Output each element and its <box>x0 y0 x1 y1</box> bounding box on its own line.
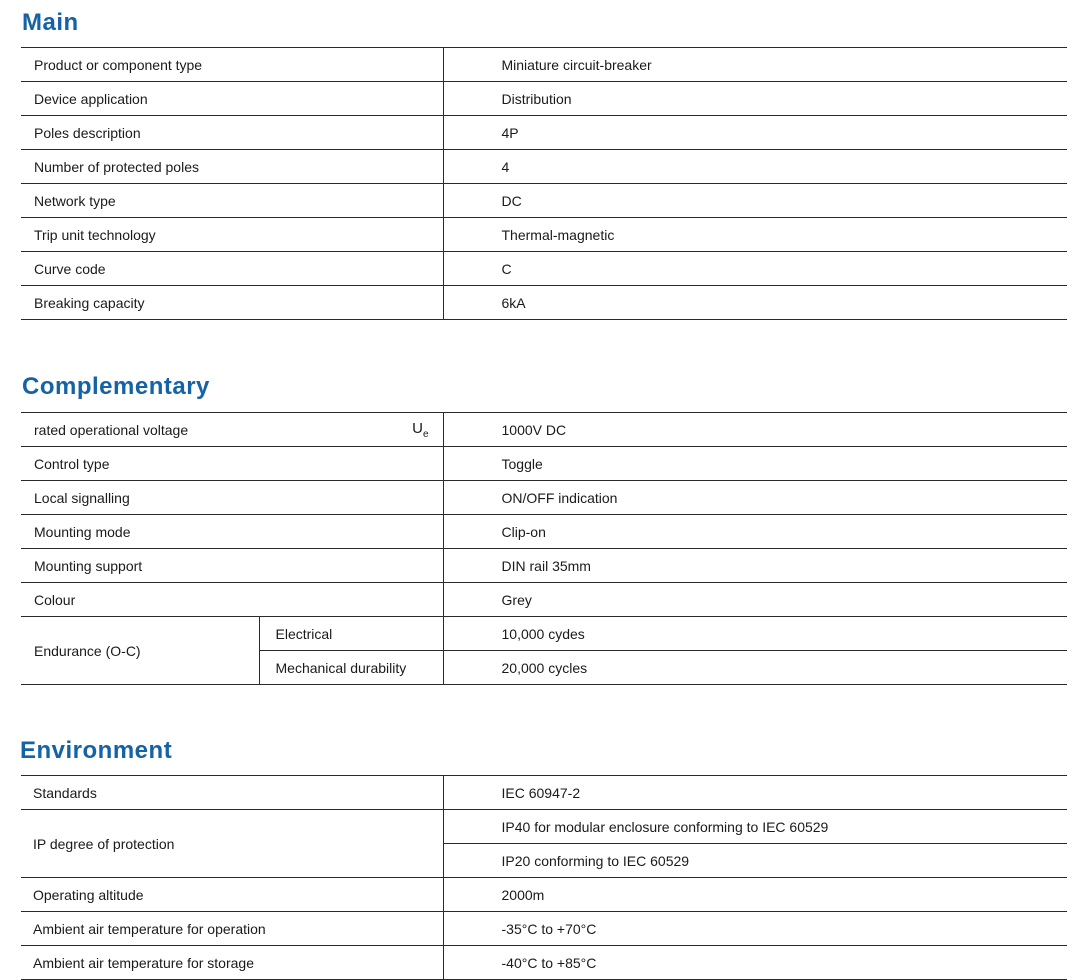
spec-value: Clip-on <box>443 515 1067 549</box>
spec-value: Grey <box>443 583 1067 617</box>
spec-label: Mounting support <box>21 549 443 583</box>
endurance-sub-label: Electrical <box>259 617 443 651</box>
table-row <box>21 515 1067 549</box>
spec-value: IP20 conforming to IEC 60529 <box>443 844 1067 878</box>
table-row <box>21 776 1067 810</box>
table-row <box>21 252 1067 286</box>
table-row <box>21 481 1067 515</box>
section-title-main: Main <box>22 9 79 36</box>
spec-value: DIN rail 35mm <box>443 549 1067 583</box>
spec-label: Standards <box>21 776 443 810</box>
spec-label: Poles description <box>21 116 443 150</box>
section-title-environment: Environment <box>20 737 173 764</box>
spec-label-cell <box>21 413 443 447</box>
table-row <box>21 150 1067 184</box>
spec-value: DC <box>443 184 1067 218</box>
table-row <box>21 286 1067 320</box>
spec-label: Control type <box>21 447 443 481</box>
spec-value: -40°C to +85°C <box>443 946 1067 980</box>
spec-label: Network type <box>21 184 443 218</box>
spec-label: Breaking capacity <box>21 286 443 320</box>
spec-value: Thermal-magnetic <box>443 218 1067 252</box>
voltage-symbol: $U_e$ <box>412 419 429 440</box>
spec-label: Trip unit technology <box>21 218 443 252</box>
spec-value: 4 <box>443 150 1067 184</box>
spec-label: Device application <box>21 82 443 116</box>
spec-value: Miniature circuit-breaker <box>443 48 1067 82</box>
spec-label: Operating altitude <box>21 878 443 912</box>
environment-spec-table <box>21 775 1067 980</box>
complementary-spec-table <box>21 412 1067 685</box>
spec-value: Toggle <box>443 447 1067 481</box>
spec-value: 4P <box>443 116 1067 150</box>
table-row <box>21 878 1067 912</box>
spec-value: 2000m <box>443 878 1067 912</box>
table-row <box>21 218 1067 252</box>
spec-label: Curve code <box>21 252 443 286</box>
endurance-sub-label: Mechanical durability <box>259 651 443 685</box>
spec-value: IP40 for modular enclosure conforming to IEC 60529 <box>443 810 1067 844</box>
table-row <box>21 184 1067 218</box>
spec-label: Number of protected poles <box>21 150 443 184</box>
spec-value: C <box>443 252 1067 286</box>
table-row <box>21 583 1067 617</box>
table-row <box>21 48 1067 82</box>
table-row <box>21 116 1067 150</box>
table-row <box>21 946 1067 980</box>
spec-label: Local signalling <box>21 481 443 515</box>
spec-label: rated operational voltage <box>34 421 189 438</box>
table-row <box>21 912 1067 946</box>
spec-value: 20,000 cycles <box>443 651 1067 685</box>
table-row <box>21 617 1067 651</box>
spec-label: IP degree of protection <box>21 810 443 878</box>
spec-value: -35°C to +70°C <box>443 912 1067 946</box>
spec-value: ON/OFF indication <box>443 481 1067 515</box>
spec-label: Colour <box>21 583 443 617</box>
endurance-label: Endurance (O-C) <box>21 617 259 685</box>
spec-value: 6kA <box>443 286 1067 320</box>
main-spec-table <box>21 47 1067 320</box>
spec-value: Distribution <box>443 82 1067 116</box>
spec-label: Mounting mode <box>21 515 443 549</box>
spec-value: IEC 60947-2 <box>443 776 1067 810</box>
table-row <box>21 447 1067 481</box>
table-row <box>21 549 1067 583</box>
table-row <box>21 82 1067 116</box>
section-title-complementary: Complementary <box>22 373 210 400</box>
table-row <box>21 810 1067 844</box>
spec-label: Product or component type <box>21 48 443 82</box>
spec-value: 1000V DC <box>443 413 1067 447</box>
table-row <box>21 413 1067 447</box>
spec-label: Ambient air temperature for storage <box>21 946 443 980</box>
spec-label: Ambient air temperature for operation <box>21 912 443 946</box>
spec-value: 10,000 cydes <box>443 617 1067 651</box>
